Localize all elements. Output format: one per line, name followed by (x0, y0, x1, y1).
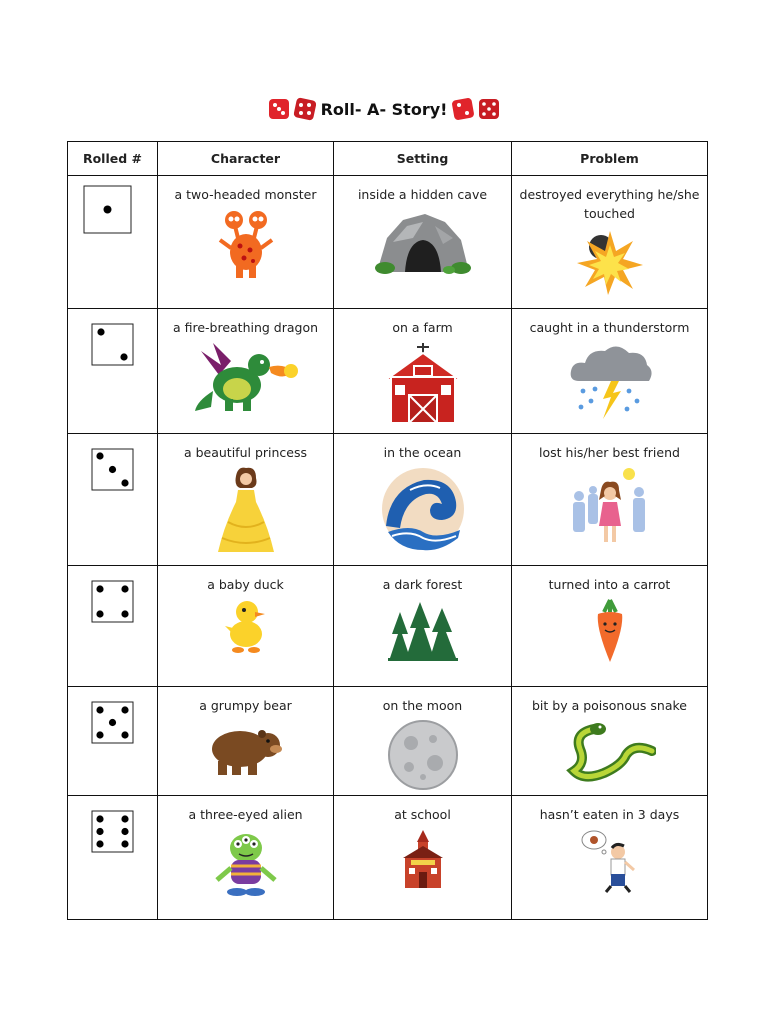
roll-cell (68, 796, 158, 920)
lost-girl-icon (569, 466, 651, 550)
table-row (68, 687, 708, 796)
roll-a-story-table (67, 141, 708, 920)
table-row (68, 309, 708, 434)
setting-cell (334, 687, 512, 796)
die-icon (267, 97, 291, 121)
header-character: Character (158, 142, 334, 176)
setting-text: at school (394, 807, 451, 822)
die-face-6-icon (68, 796, 158, 866)
roll-cell (68, 434, 158, 566)
die-face-5-icon (68, 687, 158, 757)
setting-text: on the moon (382, 698, 463, 713)
dragon-icon (191, 341, 301, 413)
wave-icon (380, 466, 466, 552)
character-text: a fire-breathing dragon (172, 320, 319, 335)
problem-text: lost his/her best friend (539, 445, 680, 460)
die-icon (293, 97, 317, 121)
problem-text: hasn’t eaten in 3 days (539, 807, 680, 822)
problem-text: turned into a carrot (548, 577, 671, 592)
table-row (68, 434, 708, 566)
die-face-4-icon (68, 566, 158, 636)
header-problem: Problem (512, 142, 708, 176)
roll-cell (68, 176, 158, 309)
page-title (0, 92, 768, 126)
header-row (68, 142, 708, 176)
duck-icon (223, 598, 269, 654)
character-cell (158, 309, 334, 434)
character-text: a beautiful princess (183, 445, 308, 460)
problem-cell (512, 687, 708, 796)
roll-cell (68, 309, 158, 434)
setting-text: on a farm (392, 320, 453, 335)
character-cell (158, 176, 334, 309)
problem-cell (512, 434, 708, 566)
die-face-3-icon (68, 434, 158, 504)
problem-cell (512, 566, 708, 687)
character-cell (158, 796, 334, 920)
schoolhouse-icon (401, 828, 445, 890)
character-cell (158, 566, 334, 687)
character-cell (158, 434, 334, 566)
header-rolled: Rolled # (68, 142, 158, 176)
setting-cell (334, 309, 512, 434)
carrot-icon (592, 598, 628, 664)
character-text: a three-eyed alien (188, 807, 303, 822)
character-text: a baby duck (207, 577, 284, 592)
problem-text: bit by a poisonous snake (532, 698, 687, 713)
storm-cloud-icon (565, 341, 655, 425)
problem-text: destroyed everything he/she touched (519, 187, 700, 221)
die-face-2-icon (68, 309, 158, 379)
die-icon (477, 97, 501, 121)
character-text: a grumpy bear (199, 698, 292, 713)
bear-icon (208, 719, 284, 777)
barn-icon (383, 341, 463, 425)
setting-text: a dark forest (382, 577, 463, 592)
snake-icon (564, 719, 656, 783)
table-row (68, 566, 708, 687)
table-row (68, 796, 708, 920)
problem-cell (512, 309, 708, 434)
problem-cell (512, 796, 708, 920)
problem-cell (512, 176, 708, 309)
alien-icon (211, 828, 281, 898)
roll-cell (68, 566, 158, 687)
princess-icon (214, 466, 278, 556)
setting-cell (334, 566, 512, 687)
monster-icon (216, 208, 276, 282)
problem-text: caught in a thunderstorm (529, 320, 690, 335)
character-cell (158, 687, 334, 796)
setting-text: inside a hidden cave (357, 187, 488, 202)
die-face-1-icon (68, 176, 158, 256)
table-row (68, 176, 708, 309)
setting-cell (334, 434, 512, 566)
character-text: a two-headed monster (174, 187, 317, 202)
hungry-man-icon (580, 828, 640, 894)
roll-cell (68, 687, 158, 796)
title-text: Roll- A- Story! (320, 99, 448, 119)
forest-icon (388, 598, 458, 662)
setting-text: in the ocean (383, 445, 462, 460)
moon-icon (387, 719, 459, 791)
setting-cell (334, 176, 512, 309)
header-setting: Setting (334, 142, 512, 176)
explosion-icon (575, 227, 645, 297)
setting-cell (334, 796, 512, 920)
die-icon (451, 97, 475, 121)
cave-icon (373, 208, 473, 276)
